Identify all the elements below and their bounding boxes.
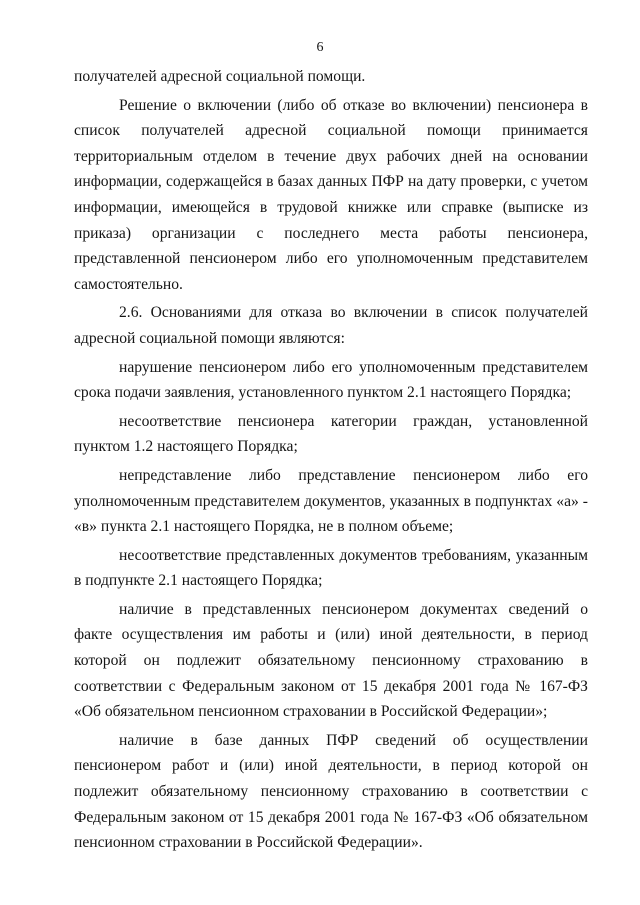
paragraph-ground-work-documents: наличие в представленных пенсионером документах сведений о факте осуществления им работы и (или) иной деятельности, в период которой он подлежит обязательному пенсионному страхованию в соответствии с Федеральным законом от 15 декабря 2001 года № 167-ФЗ «Об обязательном пенсионном страховании в Российской Федерации»; — [74, 600, 588, 721]
paragraph-ground-work-database: наличие в базе данных ПФР сведений об осуществлении пенсионером работ и (или) иной деятельности, в период которой он подлежит обязательному пенсионному страхованию в соответствии с Федеральным законом от 15 декабря 2001 года № 167-ФЗ «Об обязательном пенсионном страховании в Российской Федерации». — [74, 731, 588, 852]
paragraph-section-2-6: 2.6. Основаниями для отказа во включении в список получателей адресной социальной помощи являются: — [74, 304, 588, 347]
paragraph-continuation: получателей адресной социальной помощи. — [74, 68, 366, 85]
paragraph-ground-documents: непредставление либо представление пенсионером либо его уполномоченным представителем документов, указанных в подпунктах «а» - «в» пункта 2.1 настоящего Порядка, не в полном объеме; — [74, 466, 588, 536]
document-body — [74, 64, 588, 856]
paragraph-ground-category: несоответствие пенсионера категории граждан, установленной пунктом 1.2 настоящего Порядка; — [74, 412, 588, 456]
paragraph-decision: Решение о включении (либо об отказе во включении) пенсионера в список получателей адресной социальной помощи принимается территориальным отделом в течение двух рабочих дней на основании информации, содержащейся в базах данных ПФР на дату проверки, с учетом информации, имеющейся в трудовой книжке или справке (выписке из приказа) организации с последнего места работы пенсионера, представленной пенсионером либо его уполномоченным представителем самостоятельно. — [74, 96, 588, 293]
page-number: 6 — [316, 40, 324, 55]
paragraph-ground-requirements: несоответствие представленных документов требованиям, указанным в подпункте 2.1 настоящего Порядка; — [74, 546, 588, 590]
paragraph-ground-deadline: нарушение пенсионером либо его уполномоченным представителем срока подачи заявления, установленного пунктом 2.1 настоящего Порядка; — [74, 358, 588, 402]
